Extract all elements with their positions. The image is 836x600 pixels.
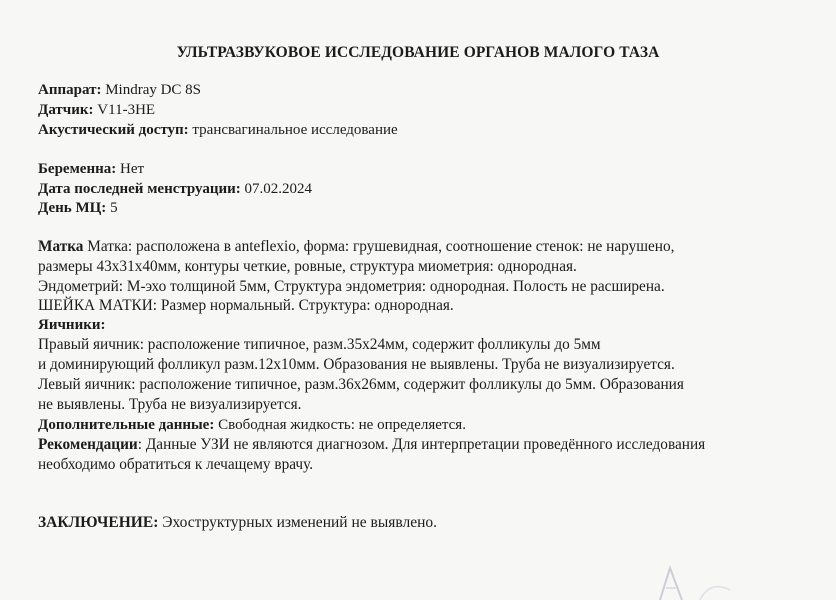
uterus-line-2: размеры 43х31х40мм, контуры четкие, ровные, структура миометрия: однородная.	[38, 258, 577, 275]
additional-line	[38, 416, 466, 434]
left-ovary-line-2: не выявлены. Труба не визуализируется.	[38, 396, 302, 413]
recommendations-line-2: необходимо обратиться к лечащему врачу.	[38, 456, 314, 473]
ovaries-heading	[38, 316, 106, 334]
uterus-line-1	[38, 238, 674, 256]
last-period-label: Дата последней менструации:	[38, 181, 241, 197]
ovaries-label: Яичники:	[38, 317, 106, 333]
last-period-line	[38, 180, 312, 198]
recommendations-label: Рекомендации	[38, 436, 138, 453]
uterus-text-1: Матка: расположена в anteflexio, форма: грушевидная, соотношение стенок: не нарушено,	[87, 238, 675, 255]
right-ovary-line-1: Правый яичник: расположение типичное, разм.35х24мм, содержит фолликулы до 5мм	[38, 336, 601, 353]
pregnant-value: Нет	[119, 161, 145, 177]
right-ovary-line-2: и доминирующий фолликул разм.12х10мм. Образования не выявлены. Труба не визуализируется.	[38, 356, 675, 373]
endometrium-line: Эндометрий: М-эхо толщиной 5мм, Структура эндометрия: однородная. Полость не расширена.	[38, 278, 665, 295]
document-title: УЛЬТРАЗВУКОВОЕ ИССЛЕДОВАНИЕ ОРГАНОВ МАЛОГО ТАЗА	[176, 44, 660, 61]
conclusion-value: Эхоструктурных изменений не выявлено.	[162, 514, 438, 531]
left-ovary-line-1: Левый яичник: расположение типичное, разм.36х26мм, содержит фолликулы до 5мм. Образования	[38, 376, 684, 393]
cervix-line: ШЕЙКА МАТКИ: Размер нормальный. Структура: однородная.	[38, 297, 454, 314]
recommendations-text-1: : Данные УЗИ не являются диагнозом. Для интерпретации проведённого исследования	[137, 436, 706, 453]
conclusion-line	[38, 514, 437, 532]
cycle-day-line	[38, 199, 118, 217]
sensor-value: V11-3HE	[97, 102, 156, 118]
stamp-mark-graphic	[640, 560, 760, 600]
device-line	[38, 81, 201, 99]
conclusion-label: ЗАКЛЮЧЕНИЕ:	[38, 514, 159, 531]
uterus-label: Матка	[38, 238, 84, 255]
access-value: трансвагинальное исследование	[192, 122, 398, 138]
sensor-label: Датчик:	[38, 102, 94, 118]
last-period-value: 07.02.2024	[244, 181, 313, 197]
pregnant-label: Беременна:	[38, 161, 117, 177]
device-value: Mindray DC 8S	[105, 82, 202, 98]
access-label: Акустический доступ:	[38, 122, 189, 138]
cycle-day-label: День МЦ:	[38, 200, 107, 216]
access-line	[38, 121, 398, 139]
pregnant-line	[38, 160, 144, 178]
additional-value: Свободная жидкость: не определяется.	[218, 417, 466, 433]
sensor-line	[38, 101, 155, 119]
recommendations-line-1	[38, 436, 705, 454]
additional-label: Дополнительные данные:	[38, 417, 215, 433]
cycle-day-value: 5	[110, 200, 118, 216]
device-label: Аппарат:	[38, 82, 102, 98]
